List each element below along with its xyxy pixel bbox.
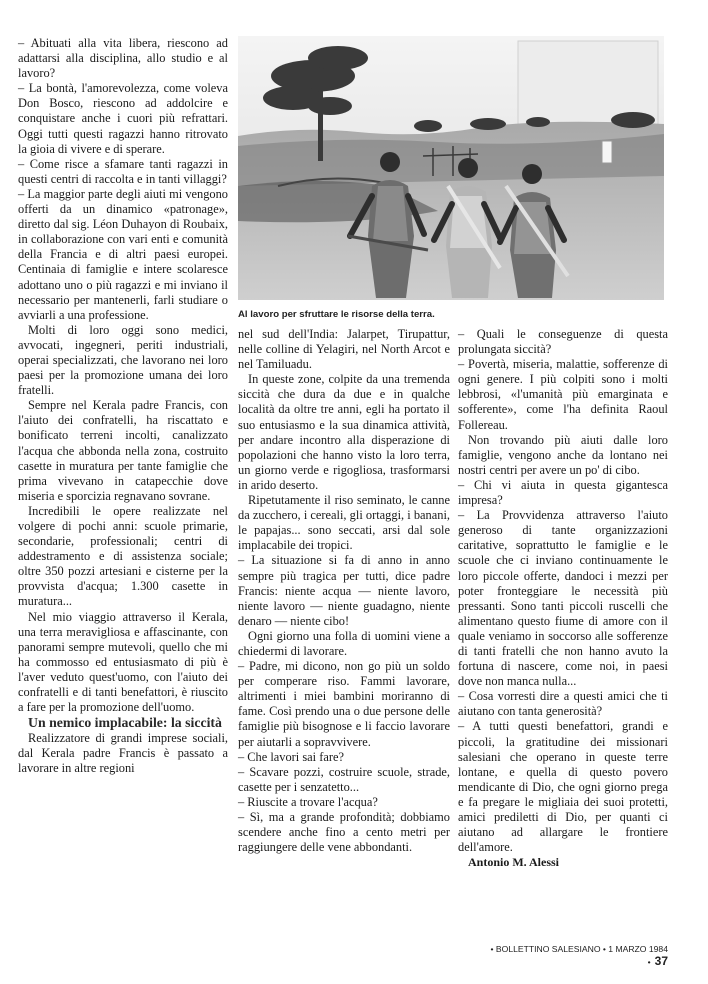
paragraph: In queste zone, colpite da una tremenda siccità che dura da due e in qualche località da oltre tre anni, egli ha portato il suo entusiasmo e la sua dinamica attività, per andare incontro alla disperazione di popolazioni che hanno visto la loro terra, un giorno verde e rigogliosa, trasformarsi in arido deserto. <box>238 372 450 492</box>
author-signature: Antonio M. Alessi <box>468 855 560 870</box>
page-footer <box>470 944 668 968</box>
text-column-1 <box>18 36 228 777</box>
paragraph: – Chi vi aiuta in questa gigantesca impresa? <box>458 477 668 508</box>
paragraph: – Sì, ma a grande profondità; dobbiamo scendere anche fino a cento metri per raggiungere delle vene abbondanti. <box>238 810 450 855</box>
paragraph: Sempre nel Kerala padre Francis, con l'aiuto dei confratelli, ha riscattato e bonificato terreni incolti, canalizzato l'acqua che abbonda nella zona, costruito casette in muratura per tante famiglie che prima vivevano in catapecchie dove miseria e sporcizia regnavano sovrane. <box>18 398 228 503</box>
page-number: 37 <box>654 954 668 968</box>
paragraph: – La situazione si fa di anno in anno sempre più tragica per tutti, dice padre Francis: niente acqua — niente lavoro, niente lavoro — niente guadagno, niente denaro — niente cibo! <box>238 553 450 628</box>
paragraph: – A tutti questi benefattori, grandi e piccoli, la gratitudine dei missionari salesiani che operano in queste terre lontane, e quella di questo povero mendicante di Dio, che ogni giorno prega e fa pregare le migliaia dei suoi protetti, amici prediletti di Dio, per quanti ci aiutano ad allargare le frontiere dell'amore. <box>458 719 668 855</box>
photo-illustration <box>238 36 664 300</box>
paragraph: – Quali le conseguenze di questa prolungata siccità? <box>458 327 668 357</box>
paragraph: – Povertà, miseria, malattie, sofferenze di ogni genere. I più colpiti sono i molti lebbrosi, «l'umanità più emarginata e sofferente», come l'ha definita Raoul Follereau. <box>458 357 668 432</box>
paragraph: – Come risce a sfamare tanti ragazzi in questi centri di raccolta e in tanti villaggi? <box>18 156 228 186</box>
paragraph: Non trovando più aiuti dalle loro famiglie, vengono anche da lontano nei nostri centri per avere un po' di cibo. <box>458 432 668 477</box>
text-column-3 <box>458 327 668 870</box>
paragraph: Realizzatore di grandi imprese sociali, dal Kerala padre Francis è passato a lavorare in altre regioni <box>18 731 228 776</box>
paragraph: Nel mio viaggio attraverso il Kerala, una terra meravigliosa e affascinante, con panorami sempre mutevoli, quello che mi ha commosso ed entusiasmato di più è l'aver veduto quest'uomo, con l'aiuto dei confratelli e di tanti benefattori, è riuscito a fare per la promozione dell'uomo. <box>18 609 228 715</box>
paragraph: – Riuscite a trovare l'acqua? <box>238 794 378 809</box>
paragraph: – Cosa vorresti dire a questi amici che ti aiutano con tanta generosità? <box>458 689 668 719</box>
photo-caption: Al lavoro per sfruttare le risorse della terra. <box>238 309 435 320</box>
photo-women-working <box>238 36 664 300</box>
paragraph: – Padre, mi dicono, non go più un soldo per comperare riso. Fammi lavorare, altrimenti i miei bambini moriranno di fame. Così prendo una o due persone delle famiglie più bisognose e li faccio lavorare per aiutarli a sopravvivere. <box>238 659 450 749</box>
text-column-2 <box>238 327 450 855</box>
paragraph: Incredibili le opere realizzate nel volgere di pochi anni: scuole primarie, secondarie, professionali; centri di addestramento e di assistenza sociale; oltre 350 pozzi artesiani e cisterne per la provvista d'acqua; 1.300 casette in muratura... <box>18 503 228 609</box>
paragraph: nel sud dell'India: Jalarpet, Tirupattur, nelle colline di Yelagiri, nel North Arcot e nel Tamiluadu. <box>238 327 450 372</box>
paragraph: Ripetutamente il riso seminato, le canne da zucchero, i cereali, gli ortaggi, i banani, le papajas... sono seccati, arsi dal sole implacabile dei tropici. <box>238 493 450 553</box>
paragraph: Ogni giorno una folla di uomini viene a chiedermi di lavorare. <box>238 628 450 658</box>
footer-publication: • BOLLETTINO SALESIANO • 1 MARZO 1984 • <box>490 944 668 967</box>
section-heading: Un nemico implacabile: la siccità <box>28 715 222 731</box>
paragraph: Molti di loro oggi sono medici, avvocati, ingegneri, periti industriali, operai specializzati, che lavorano nei loro paesi per la promozione umana dei loro fratelli. <box>18 322 228 398</box>
paragraph: – Scavare pozzi, costruire scuole, strade, casette per i senzatetto... <box>238 764 450 794</box>
paragraph: – Che lavori sai fare? <box>238 749 344 764</box>
paragraph: – La maggior parte degli aiuti mi vengono offerti da un dinamico «patronage», diretto dal sig. Léon Duhayon di Roubaix, in collaborazione con vari enti e comunità della Francia e di altri paesi europei. Centinaia di famiglie e intere scolaresce adottano uno o più ragazzi e mi inviano il necessario per mantenerli, farli studiare o avviarli a una professione. <box>18 186 228 322</box>
paragraph: – La bontà, l'amorevolezza, come voleva Don Bosco, riescono ad addolcire e conquistare anche i cuori più refrattari. Oggi tutti questi ragazzi hanno ritrovato la gioia di vivere e di sperare. <box>18 81 228 156</box>
paragraph: – Abituati alla vita libera, riescono ad adattarsi alla disciplina, allo studio e al lavoro? <box>18 36 228 81</box>
paragraph: – La Provvidenza attraverso l'aiuto generoso di tante organizzazioni caritative, soprattutto le famiglie e le scuole che ci inviano continuamente le loro piccole offerte, dandoci i mezzi per poter fronteggiare le necessità più pressanti. Sono tanti piccoli ruscelli che alimentano questo fiume di amore con il quale veniamo in soccorso alle sofferenze di tanti fratelli che non hanno avuto la fortuna di nascere, come noi, in paesi dove non manca nulla... <box>458 508 668 689</box>
